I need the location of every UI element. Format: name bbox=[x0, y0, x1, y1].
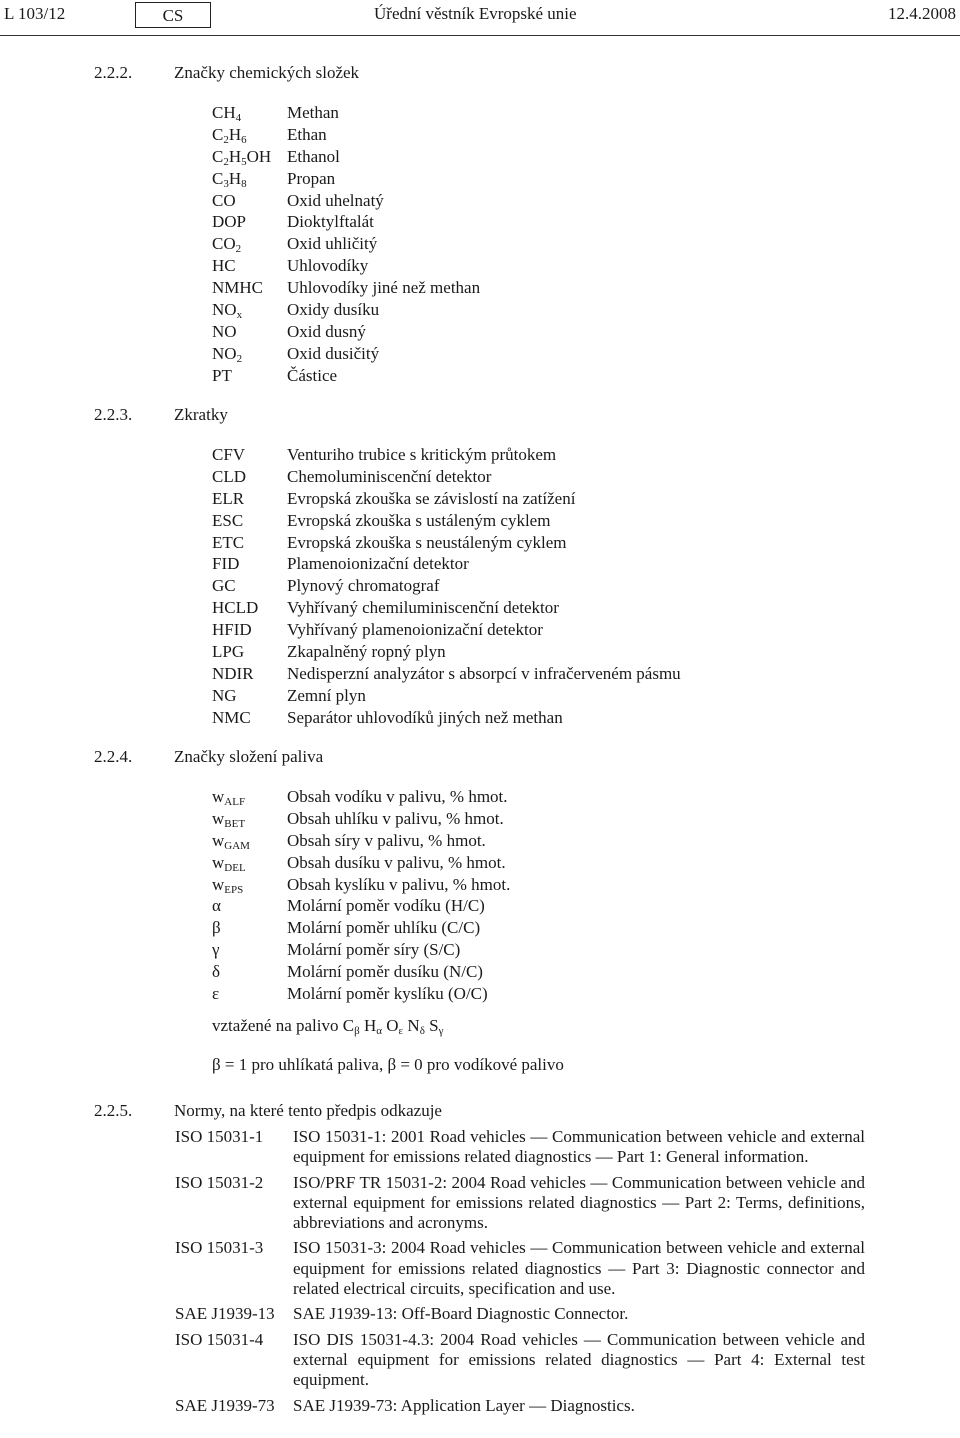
section-title: Normy, na které tento předpis odkazuje bbox=[174, 1101, 442, 1120]
definition: Molární poměr síry (S/C) bbox=[287, 940, 461, 960]
section-title: Zkratky bbox=[174, 405, 228, 424]
symbol-base: NG bbox=[212, 685, 237, 705]
symbol-base: GC bbox=[212, 576, 236, 596]
definition: Uhlovodíky bbox=[287, 256, 369, 276]
definition: Zkapalněný ropný plyn bbox=[287, 642, 446, 662]
definition: Obsah dusíku v palivu, % hmot. bbox=[287, 852, 506, 872]
formula-element: H bbox=[359, 1016, 377, 1035]
symbol-base: NO bbox=[212, 321, 237, 341]
symbol bbox=[212, 707, 251, 729]
symbol-subscript: GAM bbox=[224, 839, 250, 852]
page-reference: L 103/12 bbox=[4, 4, 66, 23]
symbol-subscript: 2 bbox=[235, 243, 242, 256]
definition: Molární poměr vodíku (H/C) bbox=[287, 896, 485, 916]
symbol-base: HC bbox=[212, 256, 236, 276]
symbol bbox=[212, 939, 220, 961]
symbol-subscript: 2 bbox=[236, 352, 243, 365]
formula-subscript: γ bbox=[438, 1025, 444, 1037]
symbol bbox=[212, 786, 245, 808]
symbol-base: NO bbox=[212, 300, 237, 320]
formula-subscript: α bbox=[376, 1025, 382, 1037]
standard-description: ISO 15031-3: 2004 Road vehicles — Communication between vehicle and external equipment for emissions related diagnostics — Part 3: Diagnostic connector and related electrical circuits, specification and use. bbox=[293, 1238, 865, 1299]
definition: Oxid dusný bbox=[287, 321, 366, 341]
symbol bbox=[212, 168, 247, 190]
section-number: 2.2.3. bbox=[94, 405, 133, 424]
symbol-base: HCLD bbox=[212, 598, 259, 618]
symbol-subscript: BET bbox=[224, 817, 246, 830]
symbol-base: HFID bbox=[212, 620, 252, 640]
symbol-subscript: DEL bbox=[224, 861, 246, 874]
symbol-subscript: ALF bbox=[224, 796, 246, 808]
standard-description: ISO 15031-1: 2001 Road vehicles — Communication between vehicle and external equipment for emissions related diagnostics — Part 1: General information. bbox=[293, 1127, 865, 1167]
definition: Obsah vodíku v palivu, % hmot. bbox=[287, 787, 508, 806]
symbol-base: α bbox=[212, 896, 221, 916]
symbol bbox=[212, 255, 236, 277]
section-title: Značky chemických složek bbox=[174, 63, 360, 82]
symbol-part: H bbox=[228, 124, 242, 144]
definition: Venturiho trubice s kritickým průtokem bbox=[287, 445, 557, 464]
definition: Plamenoionizační detektor bbox=[287, 554, 469, 574]
symbol-subscript: 3 bbox=[223, 177, 229, 190]
definition: Oxid dusičitý bbox=[287, 343, 380, 363]
symbol bbox=[212, 321, 237, 343]
symbol-base: CH bbox=[212, 103, 236, 122]
symbol-base: NMC bbox=[212, 707, 251, 727]
symbol-base: β bbox=[212, 918, 221, 938]
section-number: 2.2.5. bbox=[94, 1101, 133, 1120]
note-text: vztažené na palivo bbox=[212, 1016, 343, 1035]
symbol-base: ESC bbox=[212, 510, 244, 530]
symbol-base: ELR bbox=[212, 488, 245, 508]
definition: Ethanol bbox=[287, 146, 340, 166]
standard-code: SAE J1939-13 bbox=[175, 1304, 275, 1324]
symbol-subscript: 2 bbox=[223, 133, 229, 146]
definition: Evropská zkouška s ustáleným cyklem bbox=[287, 510, 551, 530]
symbol-subscript: x bbox=[236, 309, 243, 322]
symbol-base: ε bbox=[212, 984, 220, 1004]
definition: Oxid uhličitý bbox=[287, 234, 378, 254]
definition: Uhlovodíky jiné než methan bbox=[287, 278, 481, 298]
symbol bbox=[212, 663, 254, 685]
symbol bbox=[212, 619, 252, 641]
symbol bbox=[212, 277, 263, 299]
symbol-base: PT bbox=[212, 365, 232, 385]
symbol-base: ETC bbox=[212, 532, 245, 552]
definition: Oxidy dusíku bbox=[287, 300, 380, 320]
formula-subscript: δ bbox=[419, 1025, 425, 1037]
symbol bbox=[212, 597, 258, 619]
symbol-base: δ bbox=[212, 962, 221, 982]
symbol bbox=[212, 852, 246, 874]
symbol bbox=[212, 917, 221, 939]
definition: Molární poměr kyslíku (O/C) bbox=[287, 984, 488, 1004]
symbol bbox=[212, 808, 245, 830]
standard-code: ISO 15031-2 bbox=[175, 1172, 264, 1192]
definition: Molární poměr uhlíku (C/C) bbox=[287, 918, 481, 938]
symbol-base: CO bbox=[212, 190, 236, 210]
symbol-base: NMHC bbox=[212, 278, 264, 298]
standard-description: SAE J1939-13: Off-Board Diagnostic Connector. bbox=[293, 1304, 629, 1324]
header-divider bbox=[0, 35, 960, 36]
symbol-base: C bbox=[212, 124, 224, 144]
definition: Obsah uhlíku v palivu, % hmot. bbox=[287, 808, 504, 828]
definition: Dioktylftalát bbox=[287, 212, 374, 232]
symbol bbox=[212, 575, 236, 597]
symbol-subscript: EPS bbox=[224, 883, 244, 896]
standard-description: SAE J1939-73: Application Layer — Diagnostics. bbox=[293, 1395, 635, 1415]
symbol-base: w bbox=[212, 830, 225, 850]
definition: Oxid uhelnatý bbox=[287, 190, 384, 210]
symbol-base: C bbox=[212, 168, 224, 188]
definition: Zemní plyn bbox=[287, 685, 366, 705]
symbol-base: w bbox=[212, 852, 225, 872]
symbol bbox=[212, 211, 246, 233]
symbol-base: LPG bbox=[212, 642, 245, 662]
symbol-part: H bbox=[228, 168, 242, 188]
symbol-base: NDIR bbox=[212, 663, 254, 683]
standard-reference bbox=[175, 1304, 865, 1324]
definition: Evropská zkouška s neustáleným cyklem bbox=[287, 532, 567, 552]
definition: Nedisperzní analyzátor s absorpcí v infračerveném pásmu bbox=[287, 663, 681, 683]
symbol bbox=[212, 553, 239, 575]
symbol bbox=[212, 830, 250, 852]
symbol bbox=[212, 685, 237, 707]
section-number: 2.2.4. bbox=[94, 747, 133, 766]
definition: Obsah kyslíku v palivu, % hmot. bbox=[287, 874, 511, 894]
symbol-base: w bbox=[212, 787, 225, 806]
definition: Vyhřívaný chemiluminiscenční detektor bbox=[287, 598, 559, 618]
symbol bbox=[212, 532, 244, 554]
language-badge: CS bbox=[135, 2, 211, 28]
definition: Vyhřívaný plamenoionizační detektor bbox=[287, 620, 543, 640]
definition: Plynový chromatograf bbox=[287, 576, 440, 596]
standard-code: ISO 15031-3 bbox=[175, 1238, 264, 1258]
symbol bbox=[212, 299, 242, 321]
symbol bbox=[212, 466, 246, 488]
symbol-base: FID bbox=[212, 554, 240, 574]
formula-element: C bbox=[342, 1016, 355, 1035]
symbol bbox=[212, 102, 241, 124]
symbol bbox=[212, 895, 221, 917]
symbol-base: CLD bbox=[212, 466, 246, 486]
formula-subscript: ε bbox=[398, 1025, 404, 1037]
symbol bbox=[212, 874, 243, 896]
standard-code: ISO 15031-1 bbox=[175, 1127, 264, 1146]
symbol-subscript: 8 bbox=[241, 177, 247, 190]
fuel-formula-note bbox=[212, 1016, 443, 1036]
publication-date: 12.4.2008 bbox=[888, 4, 956, 23]
symbol-subscript: 2 bbox=[223, 155, 229, 168]
standard-description: ISO DIS 15031-4.3: 2004 Road vehicles — Communication between vehicle and external equipment for emissions related diagnostics — Part 4: External test equipment. bbox=[293, 1329, 865, 1390]
symbol bbox=[212, 983, 219, 1005]
definition: Evropská zkouška se závislostí na zatížení bbox=[287, 488, 576, 508]
symbol bbox=[212, 124, 247, 146]
page-header bbox=[0, 4, 960, 28]
symbol bbox=[212, 146, 271, 168]
formula-element: N bbox=[403, 1016, 420, 1035]
symbol bbox=[212, 233, 241, 255]
symbol bbox=[212, 641, 244, 663]
symbol bbox=[212, 444, 245, 466]
symbol-base: NO bbox=[212, 343, 237, 363]
definition: Ethan bbox=[287, 124, 327, 144]
formula-element: S bbox=[424, 1016, 439, 1035]
section-title: Značky složení paliva bbox=[174, 747, 324, 766]
symbol-base: w bbox=[212, 874, 225, 894]
definition: Chemoluminiscenční detektor bbox=[287, 466, 492, 486]
symbol-base: CO bbox=[212, 234, 236, 254]
formula-subscript: β bbox=[354, 1025, 360, 1037]
symbol bbox=[212, 365, 232, 387]
journal-title: Úřední věstník Evropské unie bbox=[374, 4, 577, 23]
symbol-base: γ bbox=[212, 940, 220, 960]
symbol-part: OH bbox=[246, 146, 272, 166]
symbol-part: H bbox=[228, 146, 242, 166]
formula-element: O bbox=[382, 1016, 399, 1035]
definition: Propan bbox=[287, 168, 336, 188]
symbol-base: DOP bbox=[212, 212, 247, 232]
standard-code: SAE J1939-73 bbox=[175, 1395, 275, 1415]
standard-code: ISO 15031-4 bbox=[175, 1329, 264, 1349]
standards-reference-list bbox=[175, 1127, 865, 1421]
standard-reference bbox=[175, 1173, 865, 1234]
symbol bbox=[212, 190, 236, 212]
symbol-subscript: 6 bbox=[241, 133, 247, 146]
standard-reference bbox=[175, 1330, 865, 1391]
symbol-subscript: 4 bbox=[235, 112, 242, 124]
symbol bbox=[212, 488, 244, 510]
definition: Methan bbox=[287, 103, 339, 122]
symbol bbox=[212, 961, 220, 983]
definition: Molární poměr dusíku (N/C) bbox=[287, 962, 483, 982]
symbol bbox=[212, 343, 242, 365]
section-number: 2.2.2. bbox=[94, 63, 133, 82]
symbol-base: CFV bbox=[212, 445, 246, 464]
standard-reference bbox=[175, 1238, 865, 1299]
symbol-subscript: 5 bbox=[241, 155, 247, 168]
definition: Separátor uhlovodíků jiných než methan bbox=[287, 707, 563, 727]
standard-description: ISO/PRF TR 15031-2: 2004 Road vehicles — Communication between vehicle and external equipment for emissions related diagnostics — Part 2: Terms, definitions, abbreviations and acronyms. bbox=[293, 1172, 865, 1233]
symbol-base: C bbox=[212, 146, 224, 166]
symbol bbox=[212, 510, 243, 532]
beta-note: β = 1 pro uhlíkatá paliva, β = 0 pro vodíkové palivo bbox=[212, 1055, 564, 1074]
standard-reference bbox=[175, 1396, 865, 1416]
symbol-base: w bbox=[212, 808, 225, 828]
standard-reference bbox=[175, 1127, 865, 1168]
definition: Obsah síry v palivu, % hmot. bbox=[287, 830, 486, 850]
definition: Částice bbox=[287, 365, 338, 385]
